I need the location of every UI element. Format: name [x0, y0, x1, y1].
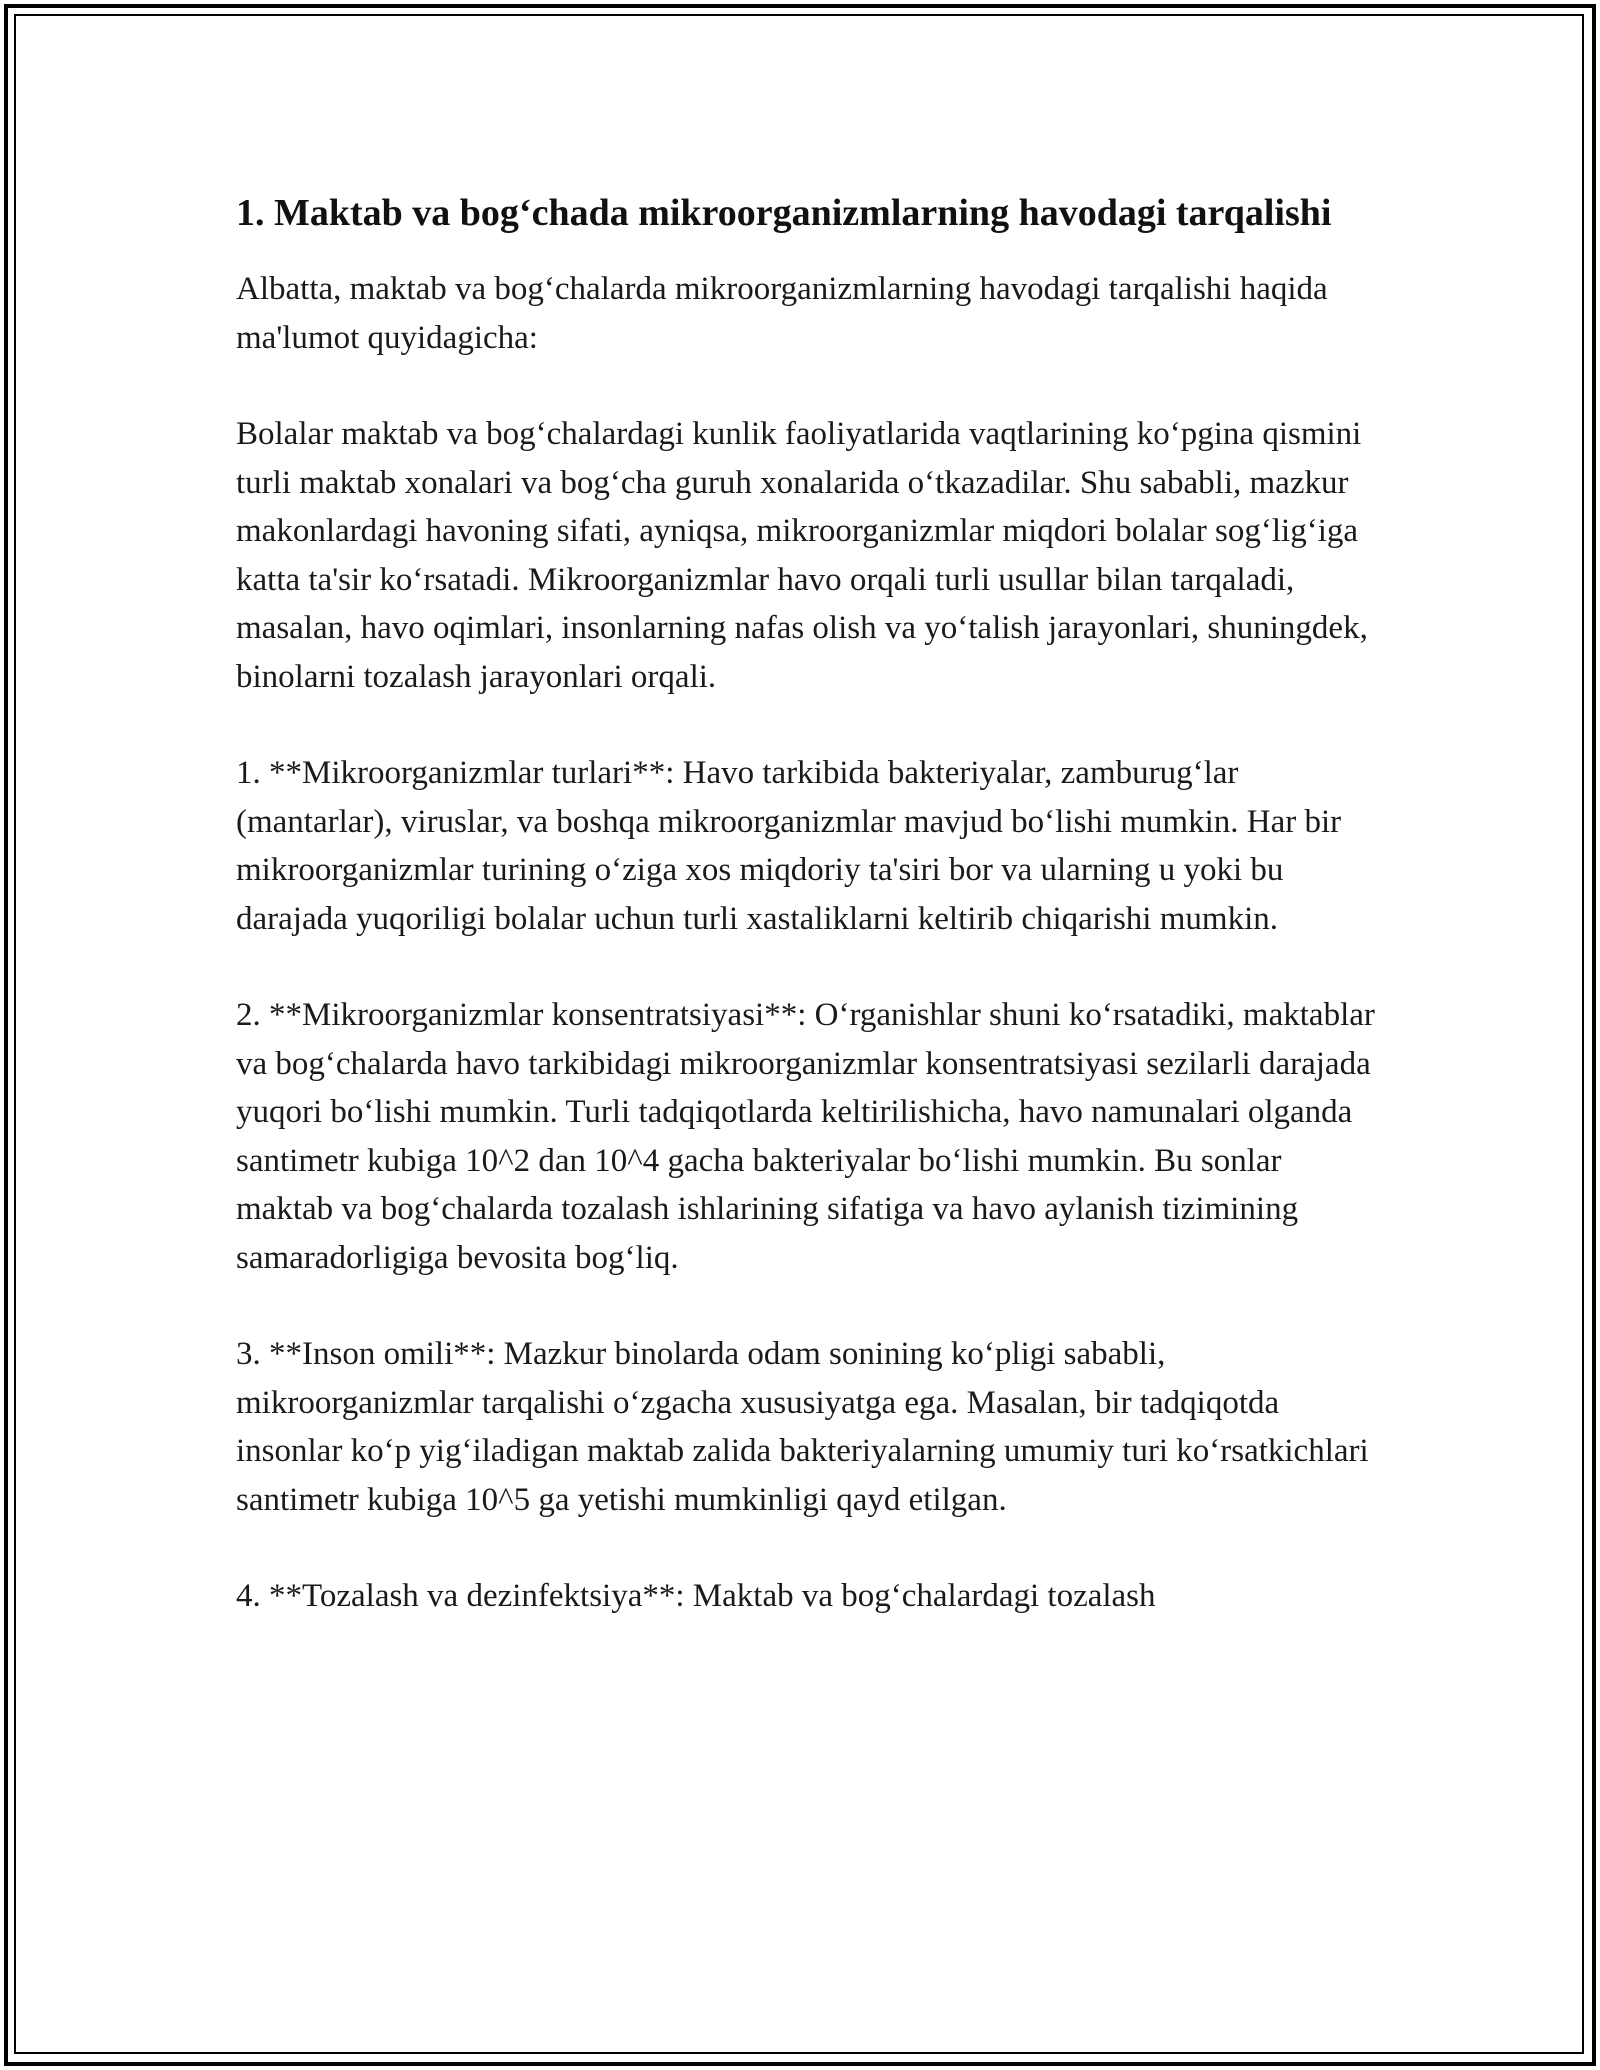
- list-item-human-factor: 3. **Inson omili**: Mazkur binolarda odam sonining ko‘pligi sababli, mikroorganizmlar tarqalishi o‘zgacha xususiyatga ega. Masalan, bir tadqiqotda insonlar ko‘p yig‘iladigan maktab zalida bakteriyalarning umumiy turi ko‘rsatkichlari santimetr kubiga 10^5 ga yetishi mumkinligi qayd etilgan.: [236, 1336, 1369, 1518]
- list-item-cleaning: 4. **Tozalash va dezinfektsiya**: Maktab va bog‘chalardagi tozalash: [236, 1578, 1156, 1614]
- intro-paragraph: Albatta, maktab va bog‘chalarda mikroorganizmlarning havodagi tarqalishi haqida ma'lumot quyidagicha:: [236, 271, 1328, 356]
- list-item-concentration: 2. **Mikroorganizmlar konsentratsiyasi**: O‘rganishlar shuni ko‘rsatadiki, maktablar va bog‘chalarda havo tarkibidagi mikroorganizmlar konsentratsiyasi sezilarli darajada yuqori bo‘lishi mumkin. Turli tadqiqotlarda keltirilishicha, havo namunalari olganda santimetr kubiga 10^2 dan 10^4 gacha bakteriyalar bo‘lishi mumkin. Bu sonlar maktab va bog‘chalarda tozalash ishlarining sifatiga va havo aylanish tizimining samaradorligiga bevosita bog‘liq.: [236, 997, 1375, 1276]
- document-title: 1. Maktab va bog‘chada mikroorganizmlarning havodagi tarqalishi: [236, 192, 1332, 234]
- list-item-types: 1. **Mikroorganizmlar turlari**: Havo tarkibida bakteriyalar, zamburug‘lar (mantarlar), viruslar, va boshqa mikroorganizmlar mavjud bo‘lishi mumkin. Har bir mikroorganizmlar turining o‘ziga xos miqdoriy ta'siri bor va ularning u yoki bu darajada yuqoriligi bolalar uchun turli xastaliklarni keltirib chiqarishi mumkin.: [236, 755, 1342, 937]
- context-paragraph: Bolalar maktab va bog‘chalardagi kunlik faoliyatlarida vaqtlarining ko‘pgina qismini turli maktab xonalari va bog‘cha guruh xonalarida o‘tkazadilar. Shu sababli, mazkur makonlardagi havoning sifati, ayniqsa, mikroorganizmlar miqdori bolalar sog‘lig‘iga katta ta'sir ko‘rsatadi. Mikroorganizmlar havo orqali turli usullar bilan tarqaladi, masalan, havo oqimlari, insonlarning nafas olish va yo‘talish jarayonlari, shuningdek, binolarni tozalash jarayonlari orqali.: [236, 416, 1368, 695]
- document-body: [236, 186, 1376, 1621]
